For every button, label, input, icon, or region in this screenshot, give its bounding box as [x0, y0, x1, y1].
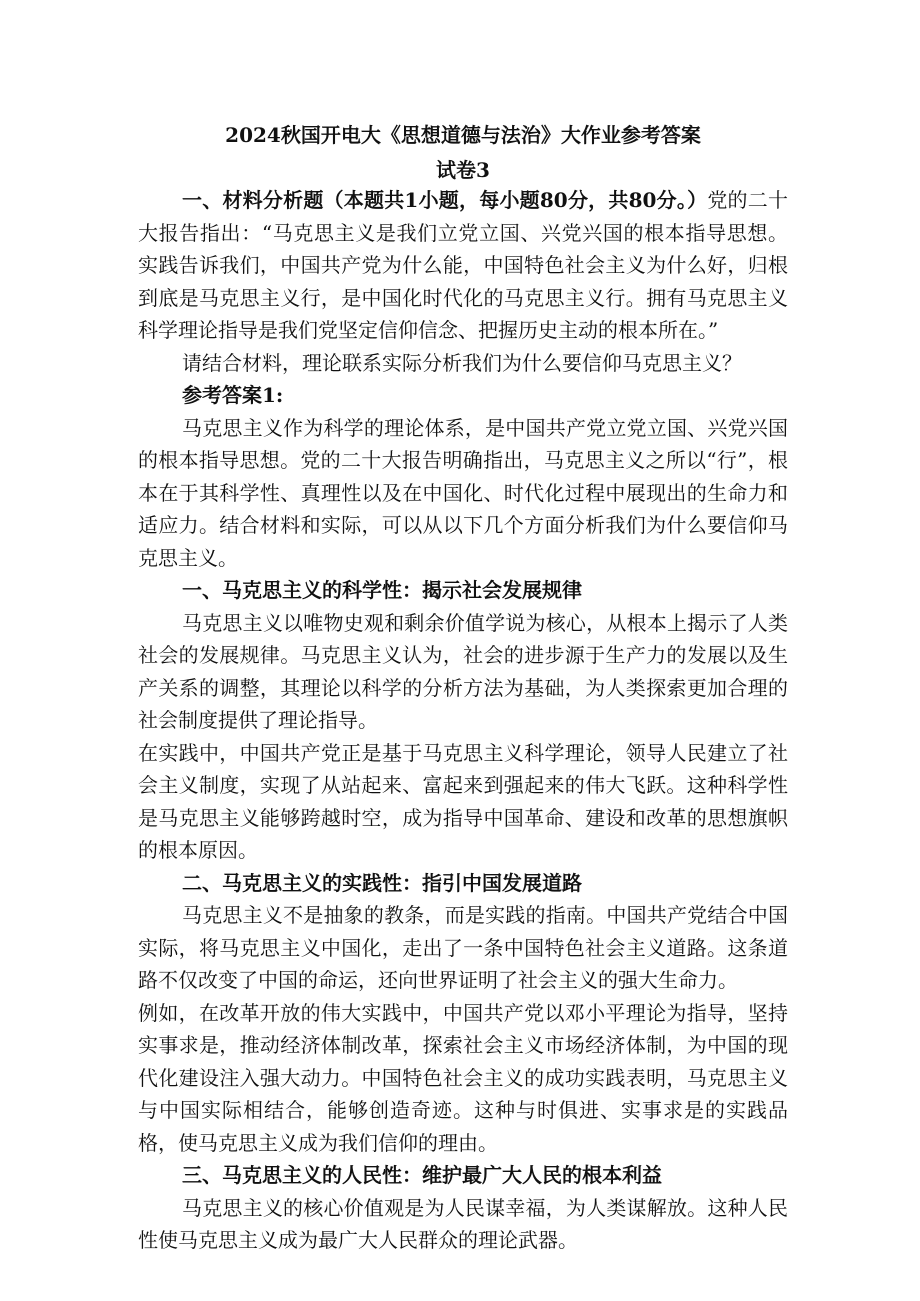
section-1-paragraph-2: 在实践中，中国共产党正是基于马克思主义科学理论，领导人民建立了社会主义制度，实现了从站起来、富起来到强起来的伟大飞跃。这种科学性是马克思主义能够跨越时空，成为指导中国革命、建设和改革的思想旗帜的根本原因。	[138, 740, 788, 862]
section-3-heading: 三、马克思主义的人民性：维护最广大人民的根本利益	[182, 1163, 662, 1187]
section-2-paragraph-2: 例如，在改革开放的伟大实践中，中国共产党以邓小平理论为指导，坚持实事求是，推动经济体制改革，探索社会主义市场经济体制，为中国的现代化建设注入强大动力。中国特色社会主义的成功实践表明，马克思主义与中国实际相结合，能够创造奇迹。这种与时俱进、实事求是的实践品格，使马克思主义成为我们信仰的理由。	[138, 1000, 788, 1155]
section-2-heading: 二、马克思主义的实践性：指引中国发展道路	[182, 870, 582, 895]
question-paragraph	[138, 184, 788, 347]
question-prompt: 请结合材料，理论联系实际分析我们为什么要信仰马克思主义？	[182, 350, 742, 375]
paper-number: 试卷3	[436, 158, 490, 182]
section-1-heading: 一、马克思主义的科学性：揭示社会发展规律	[182, 578, 582, 602]
question-heading: 一、材料分析题（本题共1小题，每小题80分，共80分。）	[182, 188, 708, 212]
section-1-paragraph-1: 马克思主义以唯物史观和剩余价值学说为核心，从根本上揭示了人类社会的发展规律。马克思主义认为，社会的进步源于生产力的发展以及生产关系的调整，其理论以科学的分析方法为基础，为人类探索更加合理的社会制度提供了理论指导。	[138, 610, 788, 732]
material-text: 党的二十大报告指出：“马克思主义是我们立党立国、兴党兴国的根本指导思想。实践告诉我们，中国共产党为什么能，中国特色社会主义为什么好，归根到底是马克思主义行，是中国化时代化的马克思主义行。拥有马克思主义科学理论指导是我们党坚定信仰信念、把握历史主动的根本所在。”	[138, 188, 788, 342]
document-body	[138, 120, 788, 1257]
answer-label: 参考答案1:	[182, 383, 284, 407]
document-title: 2024秋国开电大《思想道德与法治》大作业参考答案	[225, 123, 701, 147]
section-2-paragraph-1: 马克思主义不是抽象的教条，而是实践的指南。中国共产党结合中国实际，将马克思主义中国化，走出了一条中国特色社会主义道路。这条道路不仅改变了中国的命运，还向世界证明了社会主义的强大生命力。	[138, 903, 788, 992]
section-3-paragraph-1: 马克思主义的核心价值观是为人民谋幸福，为人类谋解放。这种人民性使马克思主义成为最广大人民群众的理论武器。	[138, 1195, 788, 1252]
answer-intro: 马克思主义作为科学的理论体系，是中国共产党立党立国、兴党兴国的根本指导思想。党的二十大报告明确指出，马克思主义之所以“行”，根本在于其科学性、真理性以及在中国化、时代化过程中展现出的生命力和适应力。结合材料和实际，可以从以下几个方面分析我们为什么要信仰马克思主义。	[138, 415, 788, 570]
